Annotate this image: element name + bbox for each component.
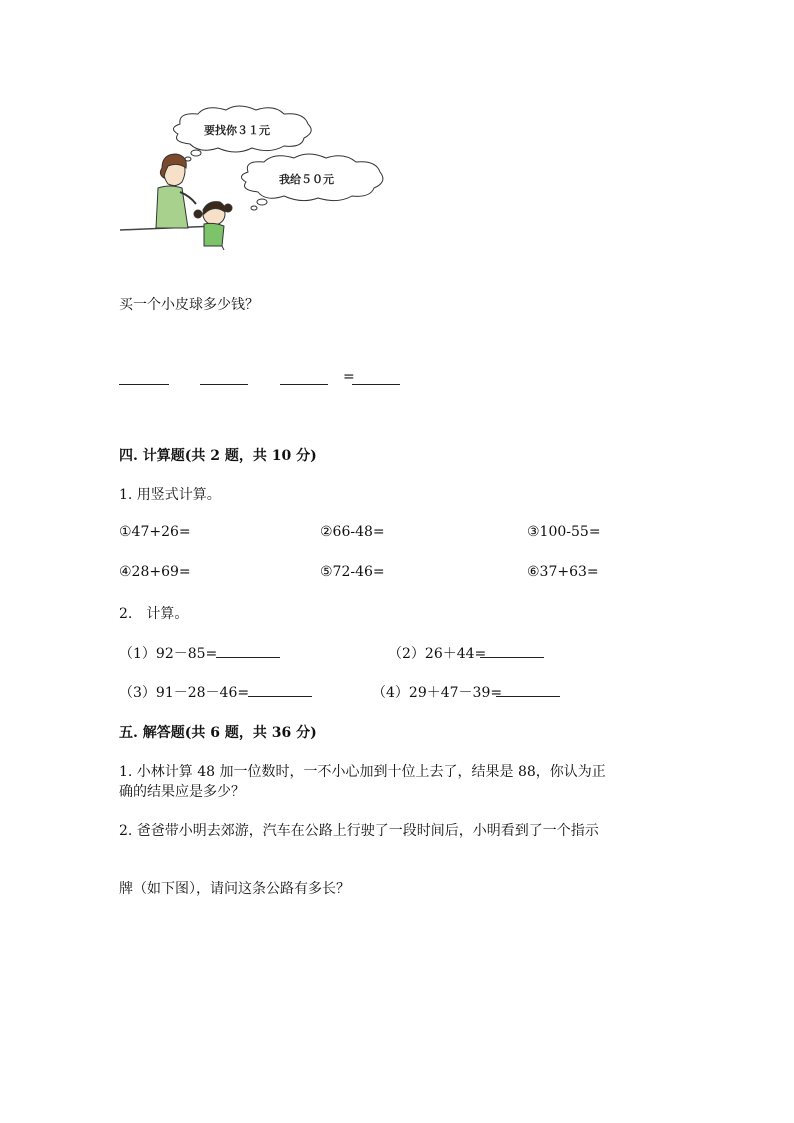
- vertical-calc-item-1: ①47+26=: [119, 524, 191, 540]
- section5-q2-line1: 2. 爸爸带小明去郊游，汽车在公路上行驶了一段时间后，小明看到了一个指示: [119, 823, 599, 839]
- calc-item-1: （1）92－85=: [119, 646, 218, 662]
- vertical-calc-item-2: ②66-48=: [320, 524, 385, 540]
- answer-blank-3[interactable]: [280, 384, 328, 385]
- section5-heading: 五. 解答题(共 6 题，共 36 分): [119, 725, 317, 741]
- calc-answer-blank-1[interactable]: [216, 657, 280, 658]
- answer-blank-result[interactable]: [352, 384, 400, 385]
- vertical-calc-item-3: ③100-55=: [527, 524, 601, 540]
- equals-sign: =: [343, 369, 355, 385]
- child-figure: [194, 202, 232, 250]
- calc-answer-blank-3[interactable]: [248, 696, 312, 697]
- vertical-calc-item-4: ④28+69=: [119, 564, 191, 580]
- question-ball-price: 买一个小皮球多少钱？: [119, 297, 259, 313]
- calc-item-2: （2）26＋44=: [388, 646, 487, 662]
- speech-bubble-2-text: 我给５０元: [279, 173, 334, 186]
- speech-bubble-1-text: 要找你３１元: [204, 124, 270, 137]
- section4-q2-title: 2. 计算。: [119, 606, 189, 622]
- section5-q1-line2: 确的结果应是多少？: [119, 784, 245, 800]
- vertical-calc-item-6: ⑥37+63=: [527, 564, 599, 580]
- calc-item-4: （4）29＋47－39=: [372, 685, 503, 701]
- section4-heading: 四. 计算题(共 2 题，共 10 分): [119, 448, 317, 464]
- section4-q1-title: 1. 用竖式计算。: [119, 487, 221, 503]
- answer-blank-1[interactable]: [119, 384, 169, 385]
- section5-q2-line2: 牌（如下图），请问这条公路有多长？: [119, 881, 350, 897]
- section5-q1-line1: 1. 小林计算 48 加一位数时，一不小心加到十位上去了，结果是 88，你认为正: [119, 764, 606, 780]
- vertical-calc-item-5: ⑤72-46=: [320, 564, 385, 580]
- calc-answer-blank-4[interactable]: [496, 696, 560, 697]
- answer-blank-2[interactable]: [200, 384, 248, 385]
- mother-child-illustration: [118, 104, 388, 254]
- mother-figure: [156, 154, 196, 228]
- calc-item-3: （3）91－28－46=: [119, 685, 250, 701]
- calc-answer-blank-2[interactable]: [480, 657, 544, 658]
